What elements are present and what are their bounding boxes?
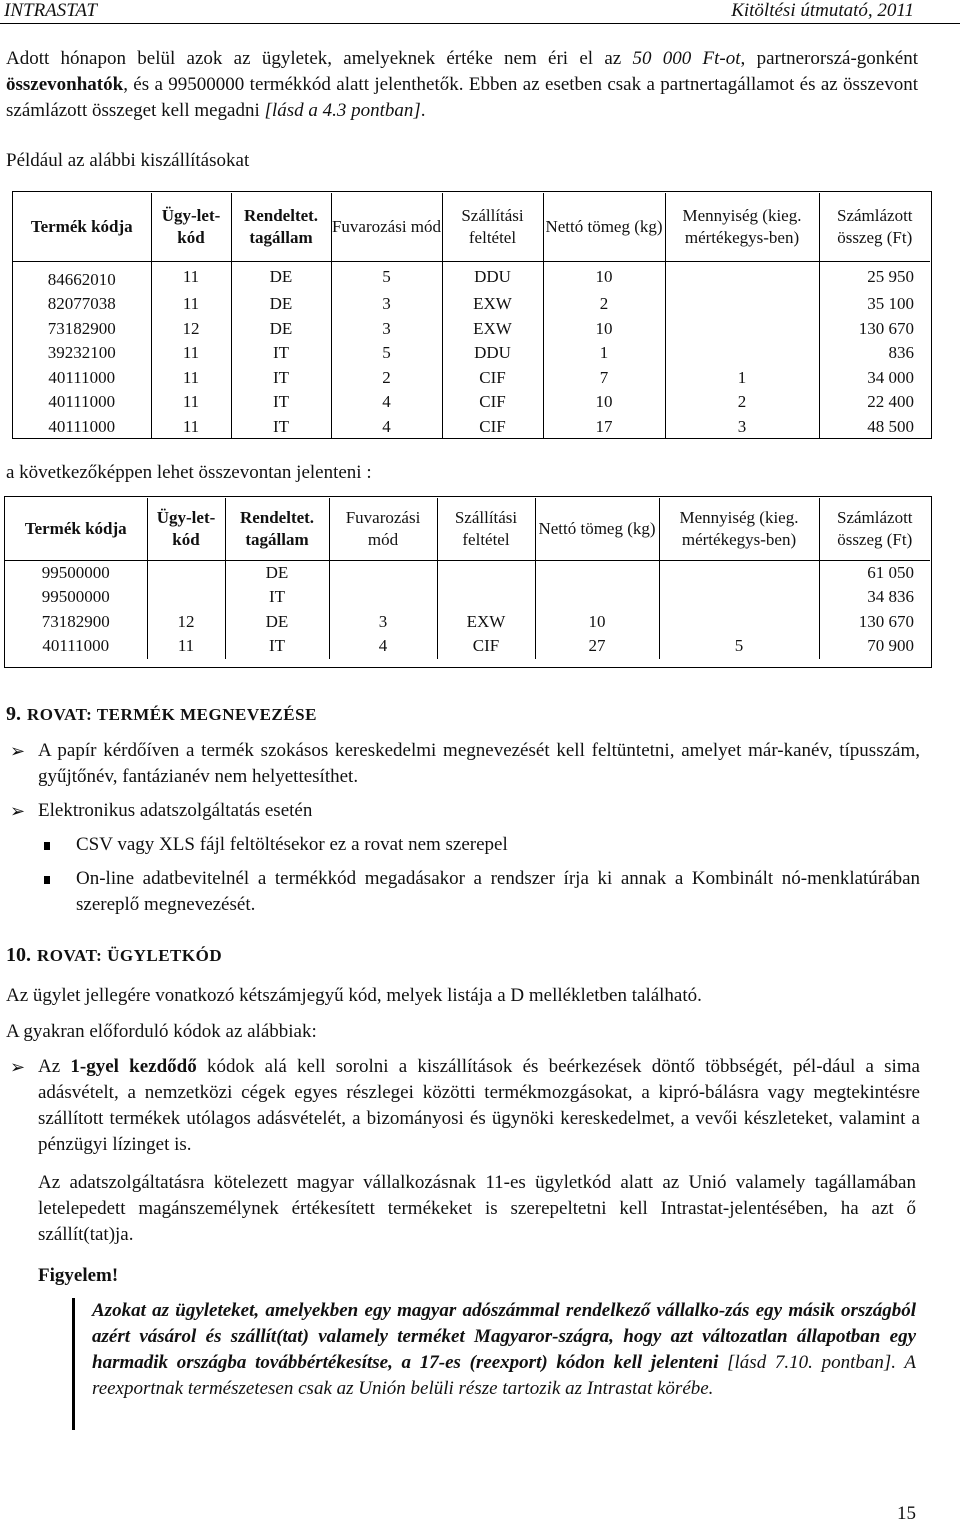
section-10-title: ROVAT: ÜGYLETKÓD bbox=[37, 946, 223, 965]
t1-col-transport: Fuvarozási mód bbox=[331, 193, 442, 261]
t1-code: 40111000 bbox=[48, 416, 116, 436]
t1-qty bbox=[665, 317, 819, 342]
t1-dest: DE bbox=[231, 261, 331, 292]
t2-invoice: 70 900 bbox=[819, 634, 930, 659]
intro-reference: [lásd a 4.3 pontban] bbox=[264, 100, 421, 121]
t2-delivery: EXW bbox=[437, 610, 535, 635]
t2-code: 73182900 bbox=[41, 611, 110, 631]
bullet-text-b: kódok alá kell sorolni a kiszállítások és beérkezések döntő többségét, pél-dául a sima adásvételt, a nemzetközi cégek egyes részlegei közötti termékmozgásokat, a kipró-bálásra vagy megtekintésre szállított termékek utólagos adásvételét, a bizományosi és ügynöki kereskedelmet, a vevői készleteket, valamint a pénzügyi lízinget is. bbox=[38, 1056, 920, 1155]
t1-col-txn: Ügy-let-kód bbox=[151, 193, 231, 261]
private-person-paragraph: Az adatszolgáltatásra kötelezett magyar vállalkozásnak 11-es ügyletkód alatt az Unió valamely tagállamában letelepedett magánszemélynek értékesített termékeket is szerepeltetni kell Intrastat-jelentésében, ha azt ő szállít(tat)ja. bbox=[38, 1172, 916, 1245]
t2-col-net: Nettó tömeg (kg) bbox=[535, 498, 659, 560]
t1-dest: IT bbox=[231, 390, 331, 415]
t2-invoice: 130 670 bbox=[819, 610, 930, 635]
intro-text-c: , és a 99500000 termékkód alatt jelenthetők. Ebben az esetben csak a partnertagállamot és az összevont számlázott összeget kell megadni bbox=[6, 74, 918, 121]
t2-delivery bbox=[437, 560, 535, 585]
t1-delivery: CIF bbox=[442, 415, 543, 440]
bullet-bold: 1-gyel kezdődő bbox=[70, 1056, 197, 1077]
t2-dest: IT bbox=[225, 585, 329, 610]
intro-text-a: Adott hónapon belül azok az ügyletek, amelyeknek értéke nem éri el az bbox=[6, 48, 633, 69]
list-item bbox=[44, 832, 920, 858]
section-9-heading bbox=[6, 703, 317, 726]
bullet-text: A papír kérdőíven a termék szokásos kereskedelmi megnevezését kell feltüntetni, amelyet már-kanév, típusszám, gyűjtőnév, fantázianév nem helyettesíthet. bbox=[38, 740, 920, 787]
table-row bbox=[13, 341, 930, 366]
t1-col-code: Termék kódja bbox=[13, 193, 151, 261]
t2-dest: DE bbox=[225, 560, 329, 585]
t1-transport: 2 bbox=[331, 366, 442, 391]
t1-dest: IT bbox=[231, 341, 331, 366]
arrow-bullet-icon: ➢ bbox=[10, 801, 26, 821]
t1-invoice: 130 670 bbox=[819, 317, 930, 342]
intro-text-b: , partnerorszá-gonként bbox=[740, 48, 919, 69]
t1-code: 40111000 bbox=[48, 392, 116, 411]
t2-qty: 5 bbox=[659, 634, 819, 659]
intro-amount: 50 000 Ft-ot bbox=[632, 48, 741, 69]
warning-label: Figyelem! bbox=[38, 1265, 119, 1286]
t1-qty: 1 bbox=[665, 366, 819, 391]
square-bullet-icon bbox=[44, 842, 50, 850]
t2-txn bbox=[147, 585, 225, 610]
arrow-bullet-icon: ➢ bbox=[10, 1057, 26, 1077]
page-header bbox=[0, 0, 960, 24]
t1-delivery: CIF bbox=[442, 390, 543, 415]
t1-invoice: 35 100 bbox=[819, 292, 930, 317]
t1-qty bbox=[665, 292, 819, 317]
t2-net: 10 bbox=[535, 610, 659, 635]
t1-qty: 2 bbox=[665, 390, 819, 415]
t2-qty bbox=[659, 610, 819, 635]
t1-col-dest: Rendeltet. tagállam bbox=[231, 193, 331, 261]
table1-header-row bbox=[13, 193, 930, 261]
t2-transport: 4 bbox=[329, 634, 437, 659]
square-bullet-icon bbox=[44, 876, 50, 884]
t1-net: 10 bbox=[543, 261, 665, 292]
table-row bbox=[5, 634, 930, 659]
t1-delivery: EXW bbox=[442, 317, 543, 342]
reexport-note bbox=[92, 1298, 916, 1402]
list-item bbox=[44, 866, 920, 918]
t2-code: 99500000 bbox=[41, 587, 110, 606]
t1-transport: 3 bbox=[331, 317, 442, 342]
t1-delivery: DDU bbox=[442, 261, 543, 292]
t1-transport: 5 bbox=[331, 261, 442, 292]
t1-col-invoice: Számlázott összeg (Ft) bbox=[819, 193, 930, 261]
table-aggregated bbox=[5, 498, 930, 659]
table-row bbox=[13, 415, 930, 440]
t1-net: 17 bbox=[543, 415, 665, 440]
section-10-lead: A gyakran előforduló kódok az alábbiak: bbox=[6, 1021, 317, 1042]
table-row bbox=[13, 390, 930, 415]
t2-col-dest: Rendeltet. tagállam bbox=[225, 498, 329, 560]
t2-txn: 11 bbox=[147, 634, 225, 659]
t2-delivery bbox=[437, 585, 535, 610]
t2-invoice: 34 836 bbox=[819, 585, 930, 610]
t1-transport: 4 bbox=[331, 390, 442, 415]
arrow-bullet-icon: ➢ bbox=[10, 741, 26, 761]
t2-col-qty: Mennyiség (kieg. mértékegys-ben) bbox=[659, 498, 819, 560]
section-9-number: 9. bbox=[6, 703, 21, 725]
subbullet-text: On-line adatbevitelnél a termékkód megadásakor a rendszer írja ki annak a Kombinált nó-menklatúrában szereplő megnevezését. bbox=[76, 868, 920, 915]
t1-code: 82077038 bbox=[47, 294, 116, 313]
bullet-text: Elektronikus adatszolgáltatás esetén bbox=[38, 800, 313, 821]
t1-net: 7 bbox=[543, 366, 665, 391]
example-lead: Például az alábbi kiszállításokat bbox=[6, 150, 250, 171]
t1-net: 2 bbox=[543, 292, 665, 317]
t1-delivery: CIF bbox=[442, 366, 543, 391]
t1-dest: IT bbox=[231, 366, 331, 391]
t1-invoice: 22 400 bbox=[819, 390, 930, 415]
t1-txn: 11 bbox=[151, 390, 231, 415]
t1-dest: DE bbox=[231, 317, 331, 342]
t1-invoice: 836 bbox=[819, 341, 930, 366]
t1-txn: 11 bbox=[151, 292, 231, 317]
t2-col-code: Termék kódja bbox=[5, 498, 147, 560]
t2-col-invoice: Számlázott összeg (Ft) bbox=[819, 498, 930, 560]
intro-bold: összevonhatók bbox=[6, 74, 124, 95]
page-number: 15 bbox=[897, 1503, 916, 1524]
section-10-heading bbox=[6, 944, 222, 967]
t1-net: 1 bbox=[543, 341, 665, 366]
t1-qty bbox=[665, 261, 819, 292]
t1-txn: 12 bbox=[151, 317, 231, 342]
t1-net: 10 bbox=[543, 317, 665, 342]
t1-code: 39232100 bbox=[47, 343, 116, 362]
t2-col-txn: Ügy-let-kód bbox=[147, 498, 225, 560]
t2-dest: IT bbox=[225, 634, 329, 659]
t2-code: 40111000 bbox=[42, 636, 110, 655]
list-item bbox=[10, 738, 920, 790]
t1-delivery: EXW bbox=[442, 292, 543, 317]
t1-code: 84662010 bbox=[47, 269, 116, 289]
t2-qty bbox=[659, 560, 819, 585]
t2-code: 99500000 bbox=[41, 562, 110, 582]
t2-net bbox=[535, 560, 659, 585]
t1-txn: 11 bbox=[151, 366, 231, 391]
t1-code: 73182900 bbox=[47, 318, 116, 338]
section-10-number: 10. bbox=[6, 944, 31, 966]
t2-net bbox=[535, 585, 659, 610]
t2-txn: 12 bbox=[147, 610, 225, 635]
t1-qty: 3 bbox=[665, 415, 819, 440]
t2-delivery: CIF bbox=[437, 634, 535, 659]
t2-col-delivery: Szállítási feltétel bbox=[437, 498, 535, 560]
t1-col-delivery: Szállítási feltétel bbox=[442, 193, 543, 261]
table-row bbox=[5, 610, 930, 635]
t1-transport: 3 bbox=[331, 292, 442, 317]
t1-col-qty: Mennyiség (kieg. mértékegys-ben) bbox=[665, 193, 819, 261]
t1-invoice: 25 950 bbox=[819, 261, 930, 292]
t1-dest: DE bbox=[231, 292, 331, 317]
t1-code: 40111000 bbox=[48, 367, 116, 387]
t1-txn: 11 bbox=[151, 261, 231, 292]
note-left-bar bbox=[72, 1298, 75, 1430]
table-row bbox=[13, 317, 930, 342]
t2-dest: DE bbox=[225, 610, 329, 635]
section-10-intro: Az ügylet jellegére vonatkozó kétszámjegyű kód, melyek listája a D mellékletben található. bbox=[6, 985, 702, 1006]
t1-qty bbox=[665, 341, 819, 366]
intro-paragraph bbox=[6, 46, 918, 124]
list-item bbox=[10, 1054, 920, 1158]
table-row bbox=[5, 560, 930, 585]
bullet-text-a: Az bbox=[38, 1056, 71, 1077]
t1-invoice: 48 500 bbox=[819, 415, 930, 440]
t2-invoice: 61 050 bbox=[819, 560, 930, 585]
table-row bbox=[13, 292, 930, 317]
note-italic: A reexportnak természetesen csak az Unión belüli része tartozik az Intrastat körébe. bbox=[92, 1352, 916, 1399]
t2-transport bbox=[329, 585, 437, 610]
t1-transport: 4 bbox=[331, 415, 442, 440]
list-item bbox=[10, 798, 920, 824]
header-subtitle: Kitöltési útmutató, 2011 bbox=[731, 0, 914, 21]
t1-txn: 11 bbox=[151, 415, 231, 440]
t2-transport: 3 bbox=[329, 610, 437, 635]
t2-net: 27 bbox=[535, 634, 659, 659]
section-9-title: ROVAT: TERMÉK MEGNEVEZÉSE bbox=[27, 705, 317, 724]
table-row bbox=[13, 366, 930, 391]
t2-txn bbox=[147, 560, 225, 585]
table-row bbox=[13, 261, 930, 292]
t1-col-net: Nettó tömeg (kg) bbox=[543, 193, 665, 261]
intro-end: . bbox=[420, 100, 426, 121]
t2-transport bbox=[329, 560, 437, 585]
header-rule bbox=[0, 23, 960, 24]
t1-dest: IT bbox=[231, 415, 331, 440]
table2-header-row bbox=[5, 498, 930, 560]
subbullet-text: CSV vagy XLS fájl feltöltésekor ez a rovat nem szerepel bbox=[76, 834, 508, 855]
table-row bbox=[5, 585, 930, 610]
t1-delivery: DDU bbox=[442, 341, 543, 366]
bullet-text bbox=[38, 1054, 920, 1158]
table-shipments bbox=[13, 193, 930, 439]
t1-net: 10 bbox=[543, 390, 665, 415]
t2-col-transport: Fuvarozási mód bbox=[329, 498, 437, 560]
t1-transport: 5 bbox=[331, 341, 442, 366]
header-title: INTRASTAT bbox=[4, 0, 97, 21]
note-reference: [lásd 7.10. pontban]. bbox=[718, 1352, 897, 1373]
aggregation-lead: a következőképpen lehet összevontan jelenteni : bbox=[6, 462, 372, 483]
note-bold: Azokat az ügyleteket, amelyekben egy magyar adószámmal rendelkező vállalko-zás egy másik országból azért vásárol és szállít(tat) valamely terméket Magyaror-szágra, hogy azt változatlan állapotban egy harmadik országba továbbértékesítse, a 17-es (reexport) kódon kell jelenteni bbox=[92, 1300, 916, 1373]
t2-qty bbox=[659, 585, 819, 610]
t1-invoice: 34 000 bbox=[819, 366, 930, 391]
t1-txn: 11 bbox=[151, 341, 231, 366]
